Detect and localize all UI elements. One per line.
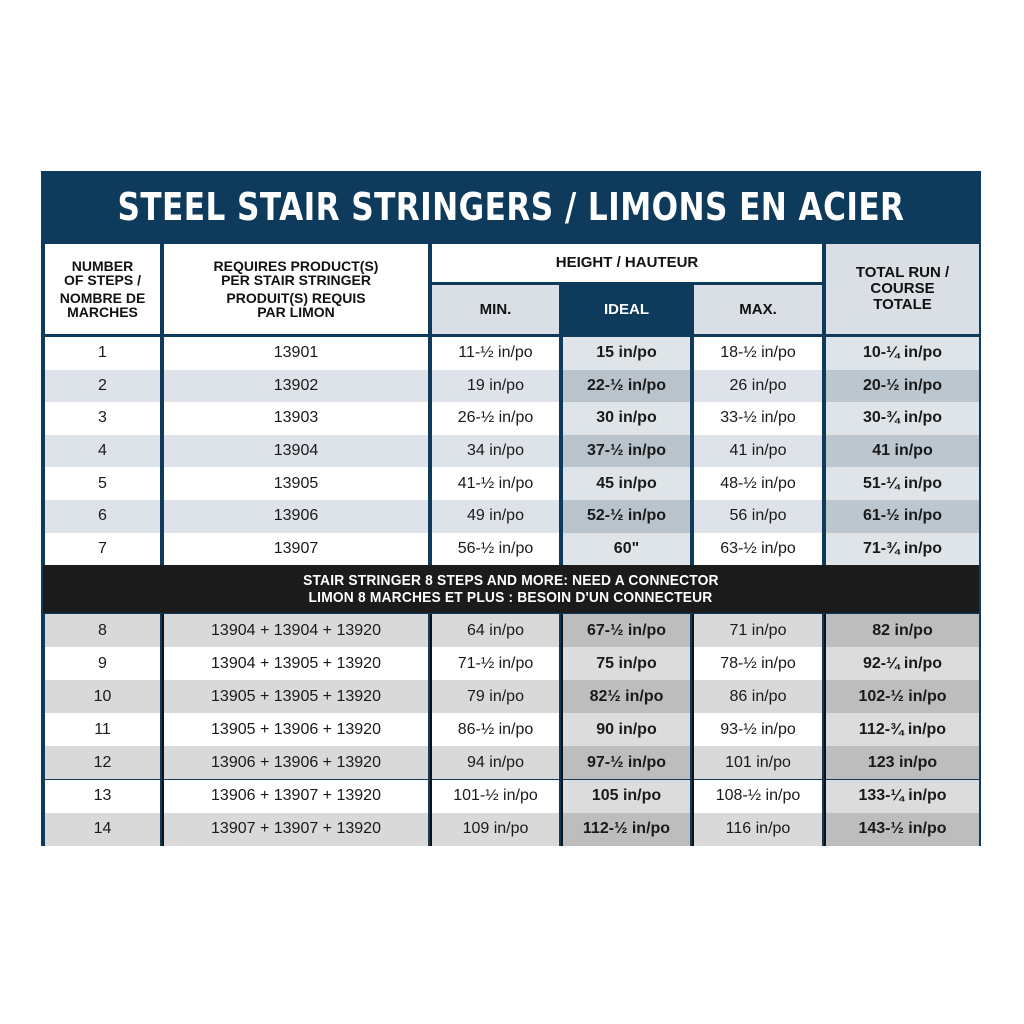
cell-steps: 4 (45, 435, 160, 468)
header-total-line3: TOTALE (873, 296, 932, 313)
cell-steps: 5 (45, 467, 160, 500)
header-product-line4: PAR LIMON (257, 304, 335, 320)
banner-line2: LIMON 8 MARCHES ET PLUS : BESOIN D'UN CONNECTEUR (309, 589, 713, 606)
cell-steps: 10 (45, 680, 160, 713)
cell-steps: 1 (45, 337, 160, 370)
cell-max: 86 in/po (694, 680, 822, 713)
header-max: MAX. (694, 285, 822, 334)
cell-steps: 2 (45, 370, 160, 403)
cell-min: 56-½ in/po (432, 533, 559, 566)
cell-min: 41-½ in/po (432, 467, 559, 500)
header-steps (45, 244, 160, 334)
cell-steps: 12 (45, 746, 160, 779)
cell-steps: 8 (45, 614, 160, 647)
cell-ideal: 15 in/po (563, 337, 690, 370)
cell-min: 94 in/po (432, 746, 559, 779)
column-divider (162, 614, 164, 846)
cell-ideal: 90 in/po (563, 713, 690, 746)
cell-ideal: 67-½ in/po (563, 614, 690, 647)
cell-min: 71-½ in/po (432, 647, 559, 680)
cell-max: 108-½ in/po (694, 780, 822, 813)
header-steps-line3: NOMBRE DE (59, 290, 146, 306)
header-total-line1: TOTAL RUN / (855, 264, 950, 281)
cell-min: 101-½ in/po (432, 780, 559, 813)
cell-max: 33-½ in/po (694, 402, 822, 435)
cell-product: 13901 (164, 337, 428, 370)
header-product-line3: PRODUIT(S) REQUIS (226, 290, 366, 306)
cell-max: 18-½ in/po (694, 337, 822, 370)
cell-min: 109 in/po (432, 813, 559, 846)
cell-product: 13904 + 13904 + 13920 (164, 614, 428, 647)
cell-max: 63-½ in/po (694, 533, 822, 566)
header-product (164, 244, 428, 334)
cell-min: 79 in/po (432, 680, 559, 713)
cell-min: 34 in/po (432, 435, 559, 468)
cell-ideal: 30 in/po (563, 402, 690, 435)
header-total-line2: COURSE (870, 280, 935, 297)
banner-line1: STAIR STRINGER 8 STEPS AND MORE: NEED A CONNECTOR (303, 572, 719, 589)
cell-max: 116 in/po (694, 813, 822, 846)
cell-total: 20-½ in/po (826, 370, 979, 403)
cell-ideal: 75 in/po (563, 647, 690, 680)
cell-min: 11-½ in/po (432, 337, 559, 370)
cell-steps: 6 (45, 500, 160, 533)
cell-product: 13906 + 13907 + 13920 (164, 780, 428, 813)
header-min: MIN. (432, 285, 559, 334)
cell-max: 56 in/po (694, 500, 822, 533)
cell-steps: 7 (45, 533, 160, 566)
column-divider (430, 614, 432, 846)
cell-total: 82 in/po (826, 614, 979, 647)
cell-product: 13905 + 13905 + 13920 (164, 680, 428, 713)
cell-ideal: 52-½ in/po (563, 500, 690, 533)
cell-total: 41 in/po (826, 435, 979, 468)
cell-max: 101 in/po (694, 746, 822, 779)
cell-product: 13902 (164, 370, 428, 403)
cell-product: 13907 + 13907 + 13920 (164, 813, 428, 846)
cell-total: 51-¼ in/po (826, 467, 979, 500)
header-total-run (826, 244, 979, 334)
connector-banner (43, 565, 979, 613)
cell-min: 49 in/po (432, 500, 559, 533)
cell-ideal: 22-½ in/po (563, 370, 690, 403)
cell-product: 13904 + 13905 + 13920 (164, 647, 428, 680)
cell-steps: 3 (45, 402, 160, 435)
cell-product: 13905 + 13906 + 13920 (164, 713, 428, 746)
cell-total: 30-¾ in/po (826, 402, 979, 435)
cell-total: 71-¾ in/po (826, 533, 979, 566)
cell-steps: 13 (45, 780, 160, 813)
cell-product: 13906 + 13906 + 13920 (164, 746, 428, 779)
cell-max: 41 in/po (694, 435, 822, 468)
cell-product: 13907 (164, 533, 428, 566)
header-product-line2: PER STAIR STRINGER (221, 272, 371, 288)
column-divider (692, 614, 694, 846)
cell-min: 64 in/po (432, 614, 559, 647)
cell-max: 93-½ in/po (694, 713, 822, 746)
cell-max: 71 in/po (694, 614, 822, 647)
cell-ideal: 45 in/po (563, 467, 690, 500)
cell-min: 19 in/po (432, 370, 559, 403)
column-divider (561, 614, 563, 846)
cell-product: 13904 (164, 435, 428, 468)
cell-max: 48-½ in/po (694, 467, 822, 500)
cell-ideal: 105 in/po (563, 780, 690, 813)
header-ideal: IDEAL (563, 285, 690, 334)
header-steps-line4: MARCHES (67, 304, 138, 320)
cell-ideal: 60" (563, 533, 690, 566)
table-title: STEEL STAIR STRINGERS / LIMONS EN ACIER (117, 185, 905, 229)
cell-total: 102-½ in/po (826, 680, 979, 713)
cell-total: 112-¾ in/po (826, 713, 979, 746)
cell-total: 10-¼ in/po (826, 337, 979, 370)
cell-product: 13903 (164, 402, 428, 435)
cell-max: 78-½ in/po (694, 647, 822, 680)
header-steps-line1: NUMBER (71, 258, 134, 274)
stair-stringer-table (41, 171, 981, 846)
cell-min: 26-½ in/po (432, 402, 559, 435)
cell-total: 92-¼ in/po (826, 647, 979, 680)
cell-total: 133-¼ in/po (826, 780, 979, 813)
cell-ideal: 112-½ in/po (563, 813, 690, 846)
cell-total: 143-½ in/po (826, 813, 979, 846)
cell-product: 13905 (164, 467, 428, 500)
cell-steps: 14 (45, 813, 160, 846)
cell-ideal: 97-½ in/po (563, 746, 690, 779)
cell-steps: 11 (45, 713, 160, 746)
column-divider (824, 614, 826, 846)
header-height: HEIGHT / HAUTEUR (432, 244, 822, 282)
cell-total: 123 in/po (826, 746, 979, 779)
cell-ideal: 82½ in/po (563, 680, 690, 713)
cell-product: 13906 (164, 500, 428, 533)
cell-steps: 9 (45, 647, 160, 680)
cell-min: 86-½ in/po (432, 713, 559, 746)
cell-ideal: 37-½ in/po (563, 435, 690, 468)
cell-max: 26 in/po (694, 370, 822, 403)
header-steps-line2: OF STEPS / (63, 272, 141, 288)
header-product-line1: REQUIRES PRODUCT(S) (213, 258, 379, 274)
cell-total: 61-½ in/po (826, 500, 979, 533)
